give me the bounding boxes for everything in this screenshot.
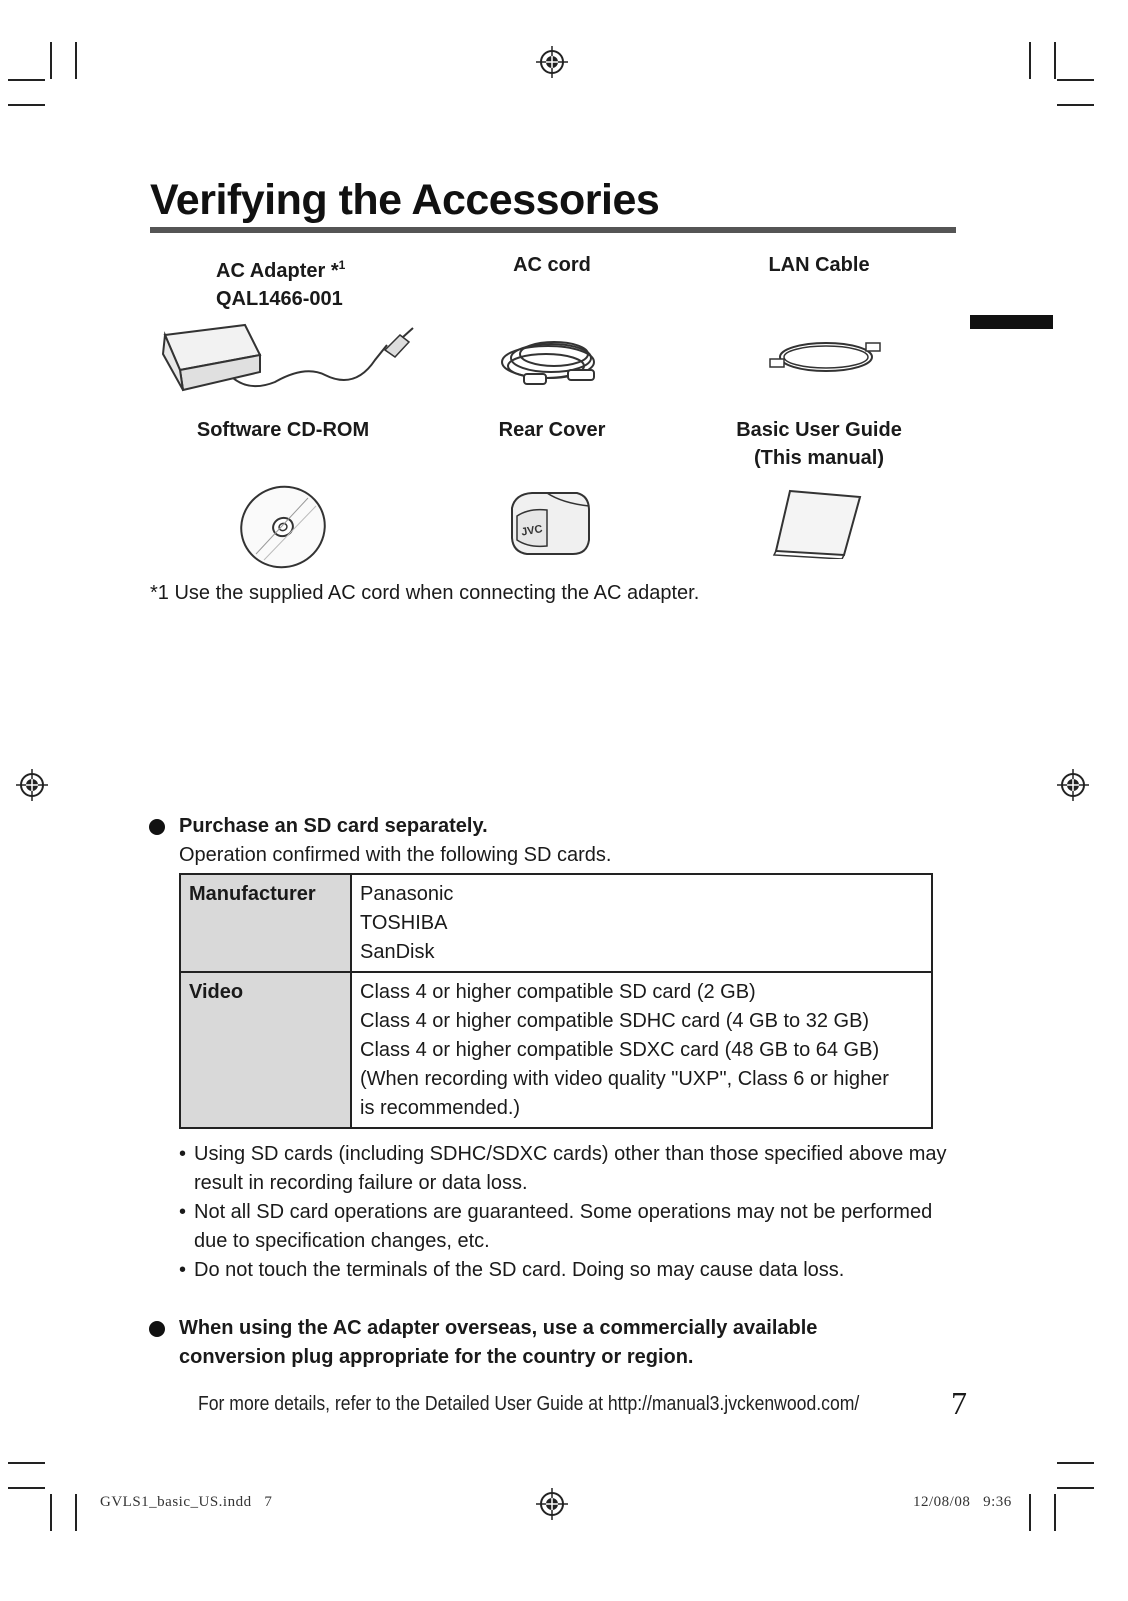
crop-mark (1054, 42, 1056, 79)
page-title: Verifying the Accessories (150, 176, 660, 224)
list-item: • Not all SD card operations are guaranteed. Some operations may not be performed due to specification changes, etc. (179, 1198, 949, 1256)
crop-mark (1054, 1494, 1056, 1531)
accessory-label-lan-cable: LAN Cable (768, 254, 870, 276)
lan-cable-image (768, 335, 883, 380)
crop-mark (8, 79, 45, 81)
bullet-icon (149, 819, 165, 835)
crop-mark (75, 1494, 77, 1531)
table-line: Class 4 or higher compatible SDXC card (48 GB to 64 GB) (360, 1039, 880, 1061)
crop-mark (1029, 42, 1031, 79)
footnote: *1 Use the supplied AC cord when connecting the AC adapter. (150, 582, 700, 604)
registration-mark-icon (1056, 768, 1090, 802)
jvc-logo: JVC (520, 523, 544, 539)
accessory-label-software-cd-rom: Software CD-ROM (196, 419, 370, 441)
registration-mark-icon (535, 45, 569, 79)
registration-mark-icon (535, 1487, 569, 1521)
table-header-cell: Manufacturer (180, 874, 351, 972)
table-header-cell: Video (180, 972, 351, 1128)
crop-mark (8, 1487, 45, 1489)
list-item: • Using SD cards (including SDHC/SDXC cards) other than those specified above may result in recording failure or data loss. (179, 1140, 949, 1198)
section-tab-marker (970, 315, 1053, 329)
table-line: (When recording with video quality "UXP", Class 6 or higher (360, 1068, 889, 1090)
sd-notes-list (179, 1140, 949, 1285)
table-cell (351, 972, 932, 1128)
crop-mark (75, 42, 77, 79)
footer-reference: For more details, refer to the Detailed User Guide at http://manual3.jvckenwood.com/ (198, 1393, 860, 1415)
ac-cord-image (496, 330, 611, 390)
sd-card-table (179, 873, 933, 1129)
accessory-label-rear-cover: Rear Cover (498, 419, 606, 441)
table-cell (351, 874, 932, 972)
overseas-note (179, 1314, 817, 1372)
accessory-part-number: QAL1466-001 (216, 288, 343, 310)
rear-cover-image (507, 488, 593, 558)
page-number: 7 (951, 1385, 967, 1421)
accessory-sub-label: (This manual) (753, 447, 884, 469)
table-line: Class 4 or higher compatible SDHC card (4 GB to 32 GB) (360, 1010, 870, 1032)
bullet-icon (149, 1321, 165, 1337)
sd-section-intro: Operation confirmed with the following SD cards. (179, 844, 612, 866)
overseas-note-line: When using the AC adapter overseas, use a commercially available (179, 1317, 818, 1339)
accessory-label-basic-user-guide: Basic User Guide (This manual) (736, 419, 902, 469)
cd-rom-image (236, 484, 330, 570)
registration-mark-icon (15, 768, 49, 802)
table-row (180, 972, 932, 1128)
crop-mark (8, 104, 45, 106)
crop-mark (1057, 1462, 1094, 1464)
slug-filename: GVLS1_basic_US.indd 7 (100, 1494, 273, 1510)
accessory-label-ac-adapter: AC Adapter *$^1$ QAL1466-001 (216, 258, 346, 310)
slug-date: 12/08/08 9:36 (913, 1494, 1012, 1510)
crop-mark (1057, 1487, 1094, 1489)
table-line: SanDisk (360, 941, 435, 963)
ac-adapter-image (155, 320, 420, 400)
table-line: Panasonic (360, 883, 454, 905)
list-item: • Do not touch the terminals of the SD card. Doing so may cause data loss. (179, 1256, 949, 1285)
table-row (180, 874, 932, 972)
crop-mark (1029, 1494, 1031, 1531)
crop-mark (50, 42, 52, 79)
crop-mark (50, 1494, 52, 1531)
manual-booklet-image (772, 487, 864, 559)
crop-mark (8, 1462, 45, 1464)
overseas-note-line: conversion plug appropriate for the country or region. (179, 1346, 694, 1368)
table-line: Class 4 or higher compatible SD card (2 GB) (360, 981, 756, 1003)
crop-mark (1057, 79, 1094, 81)
title-rule (150, 227, 956, 233)
table-line: TOSHIBA (360, 912, 448, 934)
sd-section-heading: Purchase an SD card separately. (179, 815, 488, 837)
table-line: is recommended.) (360, 1097, 521, 1119)
accessory-label-ac-cord: AC cord (513, 254, 591, 276)
crop-mark (1057, 104, 1094, 106)
